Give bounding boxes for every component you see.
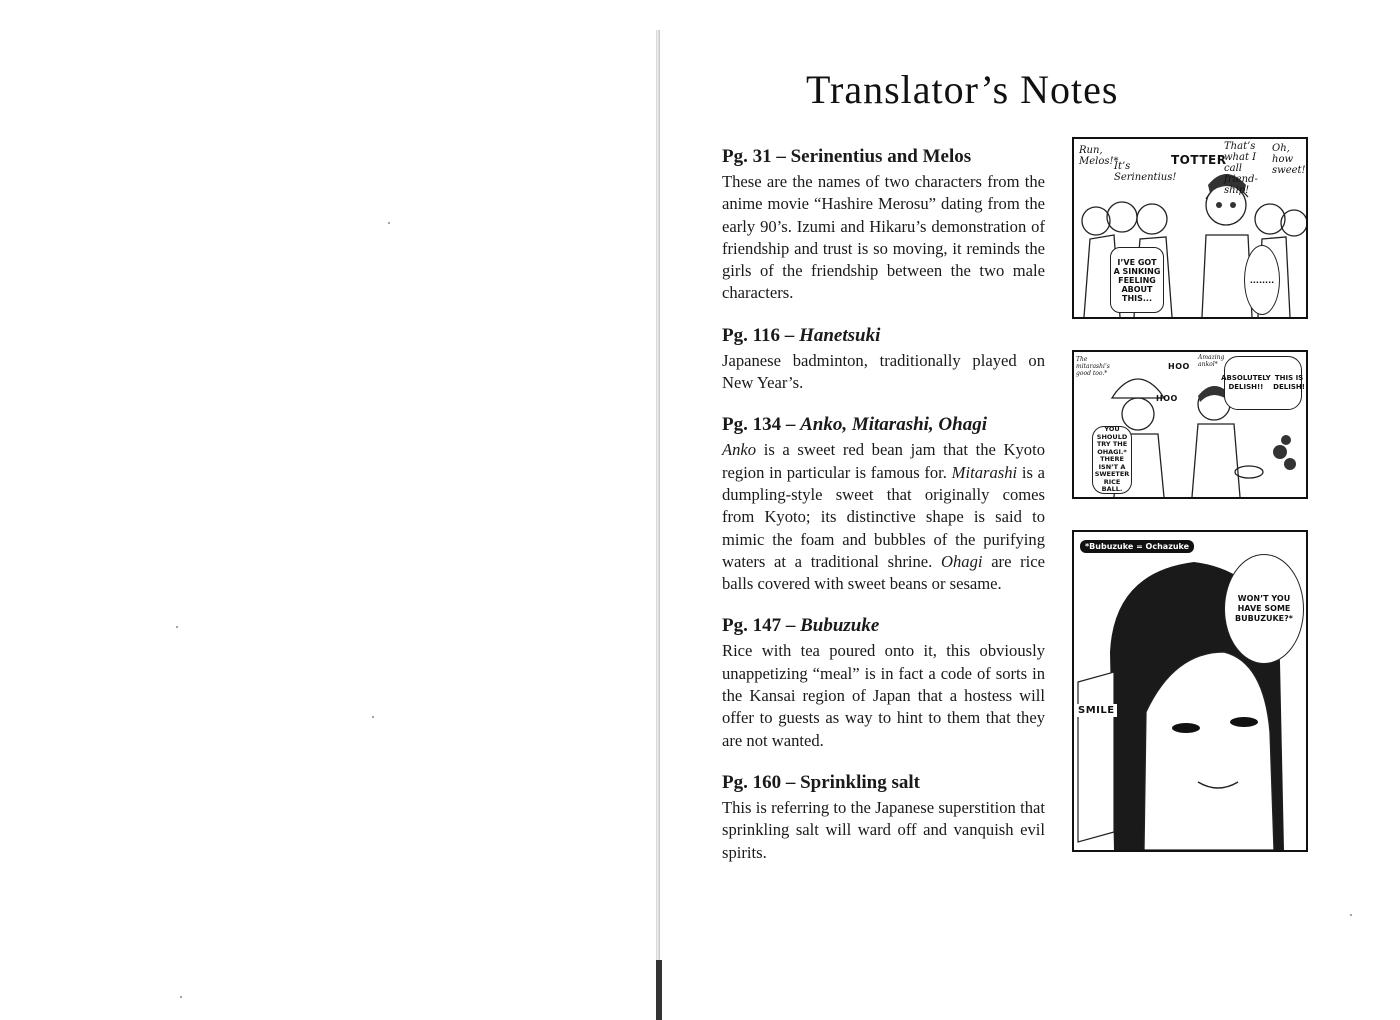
book-spine xyxy=(656,30,660,1020)
note-heading: Pg. 147 – Bubuzuke xyxy=(722,615,880,637)
note-body: Japanese badminton, traditionally played on New Year’s. xyxy=(722,350,1045,393)
note-sprinkling-salt xyxy=(722,770,1045,864)
note-serinentius xyxy=(722,144,1045,305)
sfx-smile: SMILE xyxy=(1078,705,1115,716)
note-bubuzuke xyxy=(722,613,1045,751)
speech-its-serinentius: It’s Serinentius! xyxy=(1114,161,1177,183)
speech-wont-you-have-bubuzuke: WON’T YOU HAVE SOME BUBUZUKE?* xyxy=(1224,554,1304,664)
book-spine-shadow xyxy=(656,960,662,1020)
sfx-totter: TOTTER xyxy=(1171,153,1227,167)
note-heading: Pg. 116 – Hanetsuki xyxy=(722,324,881,346)
speech-oh-how-sweet: Oh, how sweet! xyxy=(1272,143,1306,176)
speech-dots: ........ xyxy=(1244,245,1280,315)
manga-panel-bubuzuke xyxy=(1072,530,1308,852)
footnote-tag: *Bubuzuke = Ochazuke xyxy=(1080,540,1194,553)
manga-panel-ohagi xyxy=(1072,350,1308,499)
paper-speck xyxy=(176,626,178,628)
note-body: These are the names of two characters from the anime movie “Hashire Merosu” dating from the early 90’s. Izumi and Hikaru’s demonstration of friendship and trust is so moving, it reminds the girls of the friendship between the two male characters. xyxy=(722,172,1045,303)
manga-panel-serinentius xyxy=(1072,137,1308,319)
sfx-hoo: HOO xyxy=(1156,394,1178,403)
speech-amazing-anko: Amazing ankol* xyxy=(1198,354,1225,368)
note-heading: Pg. 134 – Anko, Mitarashi, Ohagi xyxy=(722,414,988,436)
speech-mitarashi-good: The mitarashi’s good too.* xyxy=(1076,356,1110,377)
notes-column xyxy=(722,144,1045,882)
note-body: This is referring to the Japanese superstition that sprinkling salt will ward off and vanquish evil spirits. xyxy=(722,797,1045,862)
paper-speck xyxy=(1350,914,1352,916)
note-body: Anko is a sweet red bean jam that the Kyoto region in particular is famous for. Mitarashi is a dumpling-style sweet that originally comes from Kyoto; its distinctive shape is said to mimic the foam and bubbles of the purifying waters at a traditional shrine. Ohagi are rice balls covered with sweet beans or sesame. xyxy=(722,440,1046,594)
speech-try-ohagi: YOU SHOULD TRY THE OHAGI.* THERE ISN’T A SWEETER RICE BALL. xyxy=(1092,426,1132,494)
note-heading: Pg. 31 – Serinentius and Melos xyxy=(722,146,972,167)
page-title: Translator’s Notes xyxy=(806,67,1119,112)
note-anko xyxy=(722,412,1045,595)
note-heading: Pg. 160 – Sprinkling salt xyxy=(722,771,920,793)
speech-absolutely-delish: ABSOLUTELY DELISH!! THIS IS DELISH! xyxy=(1224,356,1302,410)
sfx-hoo: HOO xyxy=(1168,362,1190,371)
speech-thats-friendship: That’s what I call friend-ship! xyxy=(1224,141,1258,196)
paper-speck xyxy=(372,716,374,718)
speech-run-melos: Run, Melos!* xyxy=(1079,145,1119,167)
paper-speck xyxy=(388,222,390,224)
note-hanetsuki xyxy=(722,323,1045,395)
paper-speck xyxy=(180,996,182,998)
speech-sinking-feeling: I’VE GOT A SINKING FEELING ABOUT THIS... xyxy=(1110,247,1164,313)
note-body: Rice with tea poured onto it, this obviously unappetizing “meal” is in fact a code of sorts in the Kansai region of Japan that a hostess will offer to guests as way to hint to them that they are not wanted. xyxy=(722,641,1045,750)
